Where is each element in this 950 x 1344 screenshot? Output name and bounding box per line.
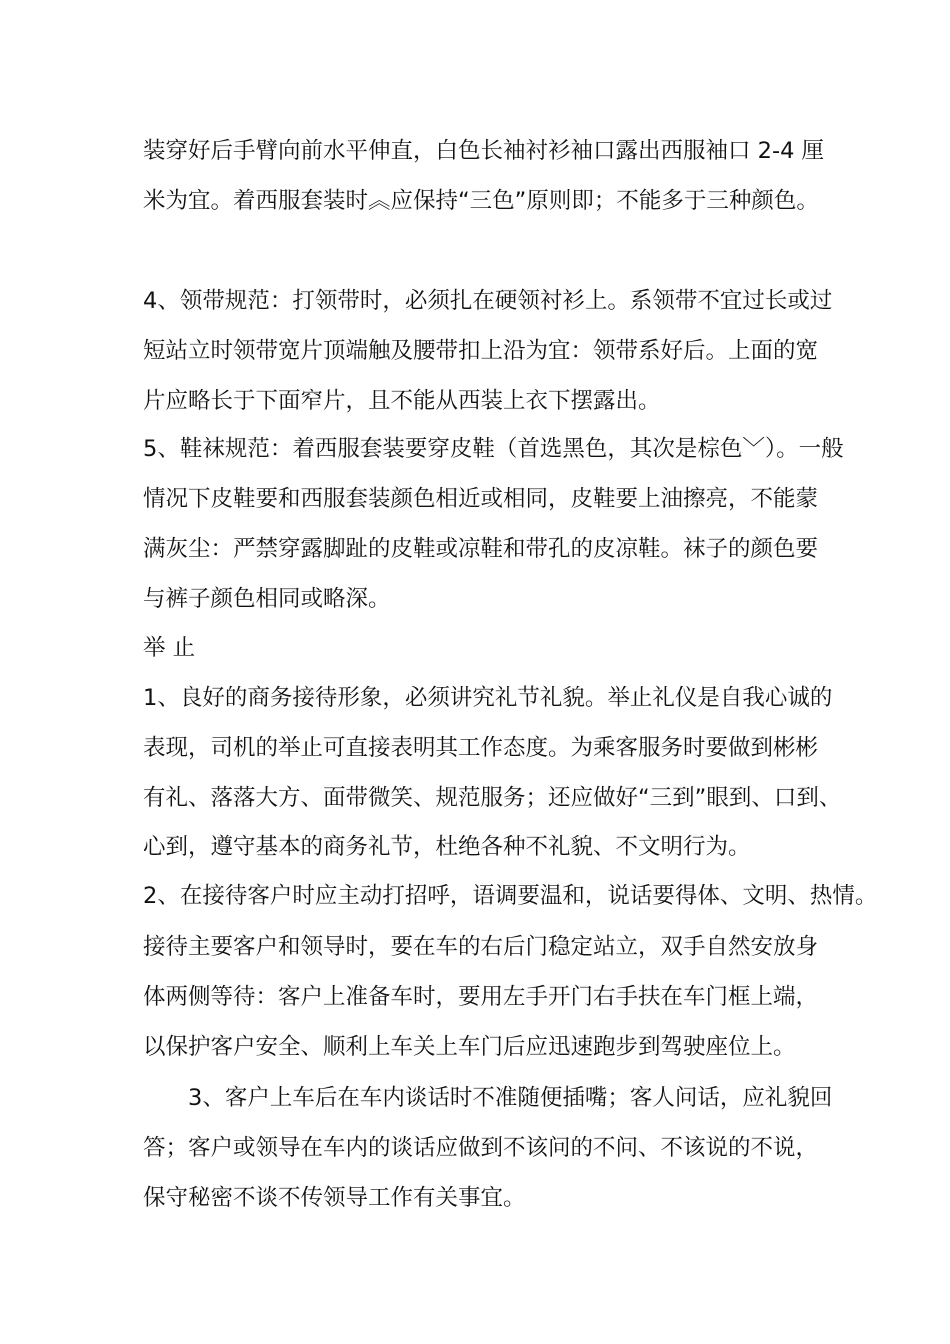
text-line: 情况下皮鞋要和西服套装颜色相近或相同，皮鞋要上油擦亮，不能蒙 [143, 486, 819, 512]
text-line: 3、客户上车后在车内谈话时不准随便插嘴；客人问话，应礼貌回 [188, 1085, 833, 1111]
section-heading-tie: 4、领带规范：打领带时，必须扎在硬领衬衫上。系领带不宜过长或过 [143, 288, 833, 314]
text-line: 表现，司机的举止可直接表明其工作态度。为乘客服务时要做到彬彬 [143, 735, 819, 761]
text-line: 答；客户或领导在车内的谈话应做到不该问的不问、不该说的不说， [143, 1135, 819, 1161]
text-line: 装穿好后手臂向前水平伸直，白色长袖衬衫袖口露出西服袖口 2-4 厘 [143, 138, 825, 164]
text-line: 接待主要客户和领导时，要在车的右后门稳定站立，双手自然安放身 [143, 934, 819, 960]
text-line: 短站立时领带宽片顶端触及腰带扣上沿为宜：领带系好后。上面的宽 [143, 338, 819, 364]
text-line: 满灰尘：严禁穿露脚趾的皮鞋或凉鞋和带孔的皮凉鞋。袜子的颜色要 [143, 536, 819, 562]
section-title-behavior: 举 止 [143, 635, 196, 661]
text-line: 以保护客户安全、顺利上车关上车门后应迅速跑步到驾驶座位上。 [143, 1034, 796, 1060]
text-line: 与裤子颜色相同或略深。 [143, 586, 391, 612]
text-line: 米为宜。着西服套装时︽应保持“三色”原则即；不能多于三种颜色。 [143, 188, 819, 214]
text-line: 2、在接待客户时应主动打招呼，语调要温和，说话要得体、文明、热情。 [143, 883, 878, 909]
text-line: 1、良好的商务接待形象，必须讲究礼节礼貌。举止礼仪是自我心诚的 [143, 685, 833, 711]
section-heading-shoes: 5、鞋袜规范：着西服套装要穿皮鞋（首选黑色，其次是棕色﹀）。一般 [143, 436, 844, 462]
text-line: 保守秘密不谈不传领导工作有关事宜。 [143, 1185, 526, 1211]
text-line: 有礼、落落大方、面带微笑、规范服务；还应做好“三到”眼到、口到、 [143, 785, 842, 811]
text-line: 片应略长于下面窄片，且不能从西装上衣下摆露出。 [143, 388, 661, 414]
text-line: 心到，遵守基本的商务礼节，杜绝各种不礼貌、不文明行为。 [143, 834, 751, 860]
text-line: 体两侧等待：客户上准备车时，要用左手开门右手扶在车门框上端， [143, 984, 819, 1010]
